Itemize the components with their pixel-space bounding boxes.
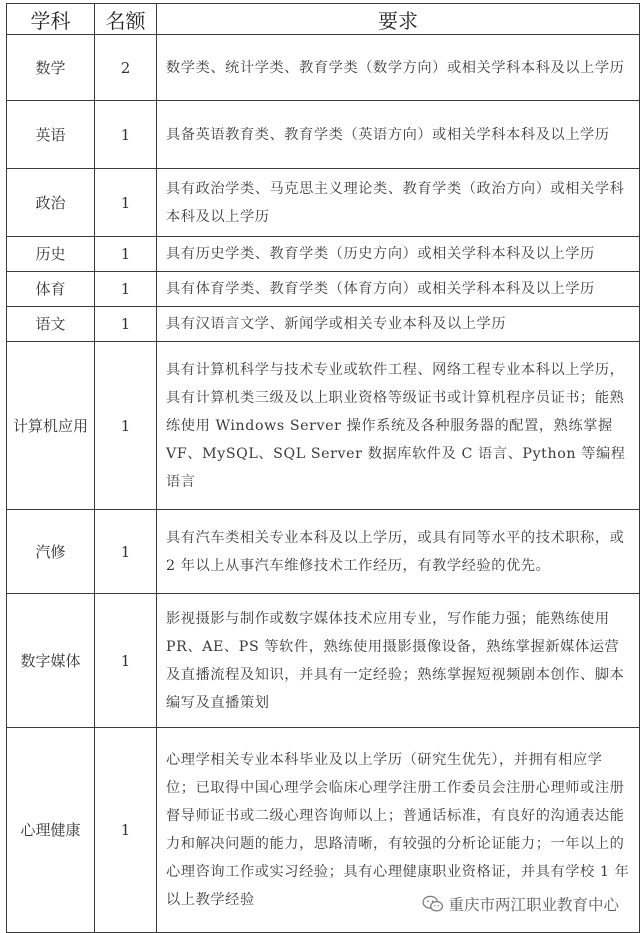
requirement-cell: 具备英语教育类、教育学类（英语方向）或相关学科本科及以上学历 <box>157 101 640 169</box>
table-row <box>7 35 640 101</box>
count-cell: 1 <box>95 272 157 307</box>
header-requirement: 要求 <box>157 4 640 35</box>
table-row <box>7 307 640 342</box>
watermark-text: 重庆市两江职业教育中心 <box>448 896 619 914</box>
table-row <box>7 342 640 510</box>
table-row <box>7 169 640 237</box>
count-cell: 1 <box>95 510 157 594</box>
subject-cell: 政治 <box>7 169 95 237</box>
requirement-cell: 具有计算机科学与技术专业或软件工程、网络工程专业本科以上学历，具有计算机类三级及以上职业资格等级证书或计算机程序员证书；能熟练使用 Windows Server 操作系统及各种服务器的配置，熟练掌握 VF、MySQL、SQL Server 数据库软件及 C 语言、Python 等编程语言 <box>157 342 640 510</box>
subject-cell: 计算机应用 <box>7 342 95 510</box>
wechat-icon <box>422 895 444 913</box>
table-row <box>7 237 640 272</box>
watermark <box>420 893 621 915</box>
subject-cell: 数字媒体 <box>7 594 95 728</box>
table-header-row <box>7 4 640 35</box>
header-subject: 学科 <box>7 4 95 35</box>
table-row <box>7 594 640 728</box>
count-cell: 1 <box>95 101 157 169</box>
subject-cell: 语文 <box>7 307 95 342</box>
count-cell: 1 <box>95 728 157 933</box>
subject-cell: 历史 <box>7 237 95 272</box>
requirement-cell: 数学类、统计学类、教育学类（数学方向）或相关学科本科及以上学历 <box>157 35 640 101</box>
requirements-table <box>6 3 640 933</box>
subject-cell: 体育 <box>7 272 95 307</box>
requirement-cell: 具有汽车类相关专业本科及以上学历，或具有同等水平的技术职称，或 2 年以上从事汽车维修技术工作经历，有教学经验的优先。 <box>157 510 640 594</box>
count-cell: 1 <box>95 594 157 728</box>
table-row <box>7 101 640 169</box>
count-cell: 1 <box>95 237 157 272</box>
header-count: 名额 <box>95 4 157 35</box>
requirement-cell: 影视摄影与制作或数字媒体技术应用专业，写作能力强；能熟练使用 PR、AE、PS 等软件，熟练使用摄影摄像设备，熟练掌握新媒体运营及直播流程及知识，并具有一定经验；熟练掌握短视频剧本创作、脚本编写及直播策划 <box>157 594 640 728</box>
table-row <box>7 510 640 594</box>
count-cell: 1 <box>95 307 157 342</box>
subject-cell: 汽修 <box>7 510 95 594</box>
count-cell: 1 <box>95 169 157 237</box>
subject-cell: 心理健康 <box>7 728 95 933</box>
requirement-cell: 具有体育学类、教育学类（体育方向）或相关学科本科及以上学历 <box>157 272 640 307</box>
requirement-cell: 心理学相关专业本科毕业及以上学历（研究生优先），并拥有相应学位；已取得中国心理学会临床心理学注册工作委员会注册心理师或注册督导师证书或二级心理咨询师以上；普通话标准，有良好的沟通表达能力和解决问题的能力，思路清晰，有较强的分析论证能力；一年以上的心理咨询工作或实习经验；具有心理健康职业资格证，并具有学校 1 年以上教学经验 <box>157 728 640 933</box>
count-cell: 1 <box>95 342 157 510</box>
table-row <box>7 272 640 307</box>
requirement-cell: 具有政治学类、马克思主义理论类、教育学类（政治方向）或相关学科本科及以上学历 <box>157 169 640 237</box>
requirement-cell: 具有汉语言文学、新闻学或相关专业本科及以上学历 <box>157 307 640 342</box>
subject-cell: 数学 <box>7 35 95 101</box>
requirement-cell: 具有历史学类、教育学类（历史方向）或相关学科本科及以上学历 <box>157 237 640 272</box>
subject-cell: 英语 <box>7 101 95 169</box>
count-cell: 2 <box>95 35 157 101</box>
